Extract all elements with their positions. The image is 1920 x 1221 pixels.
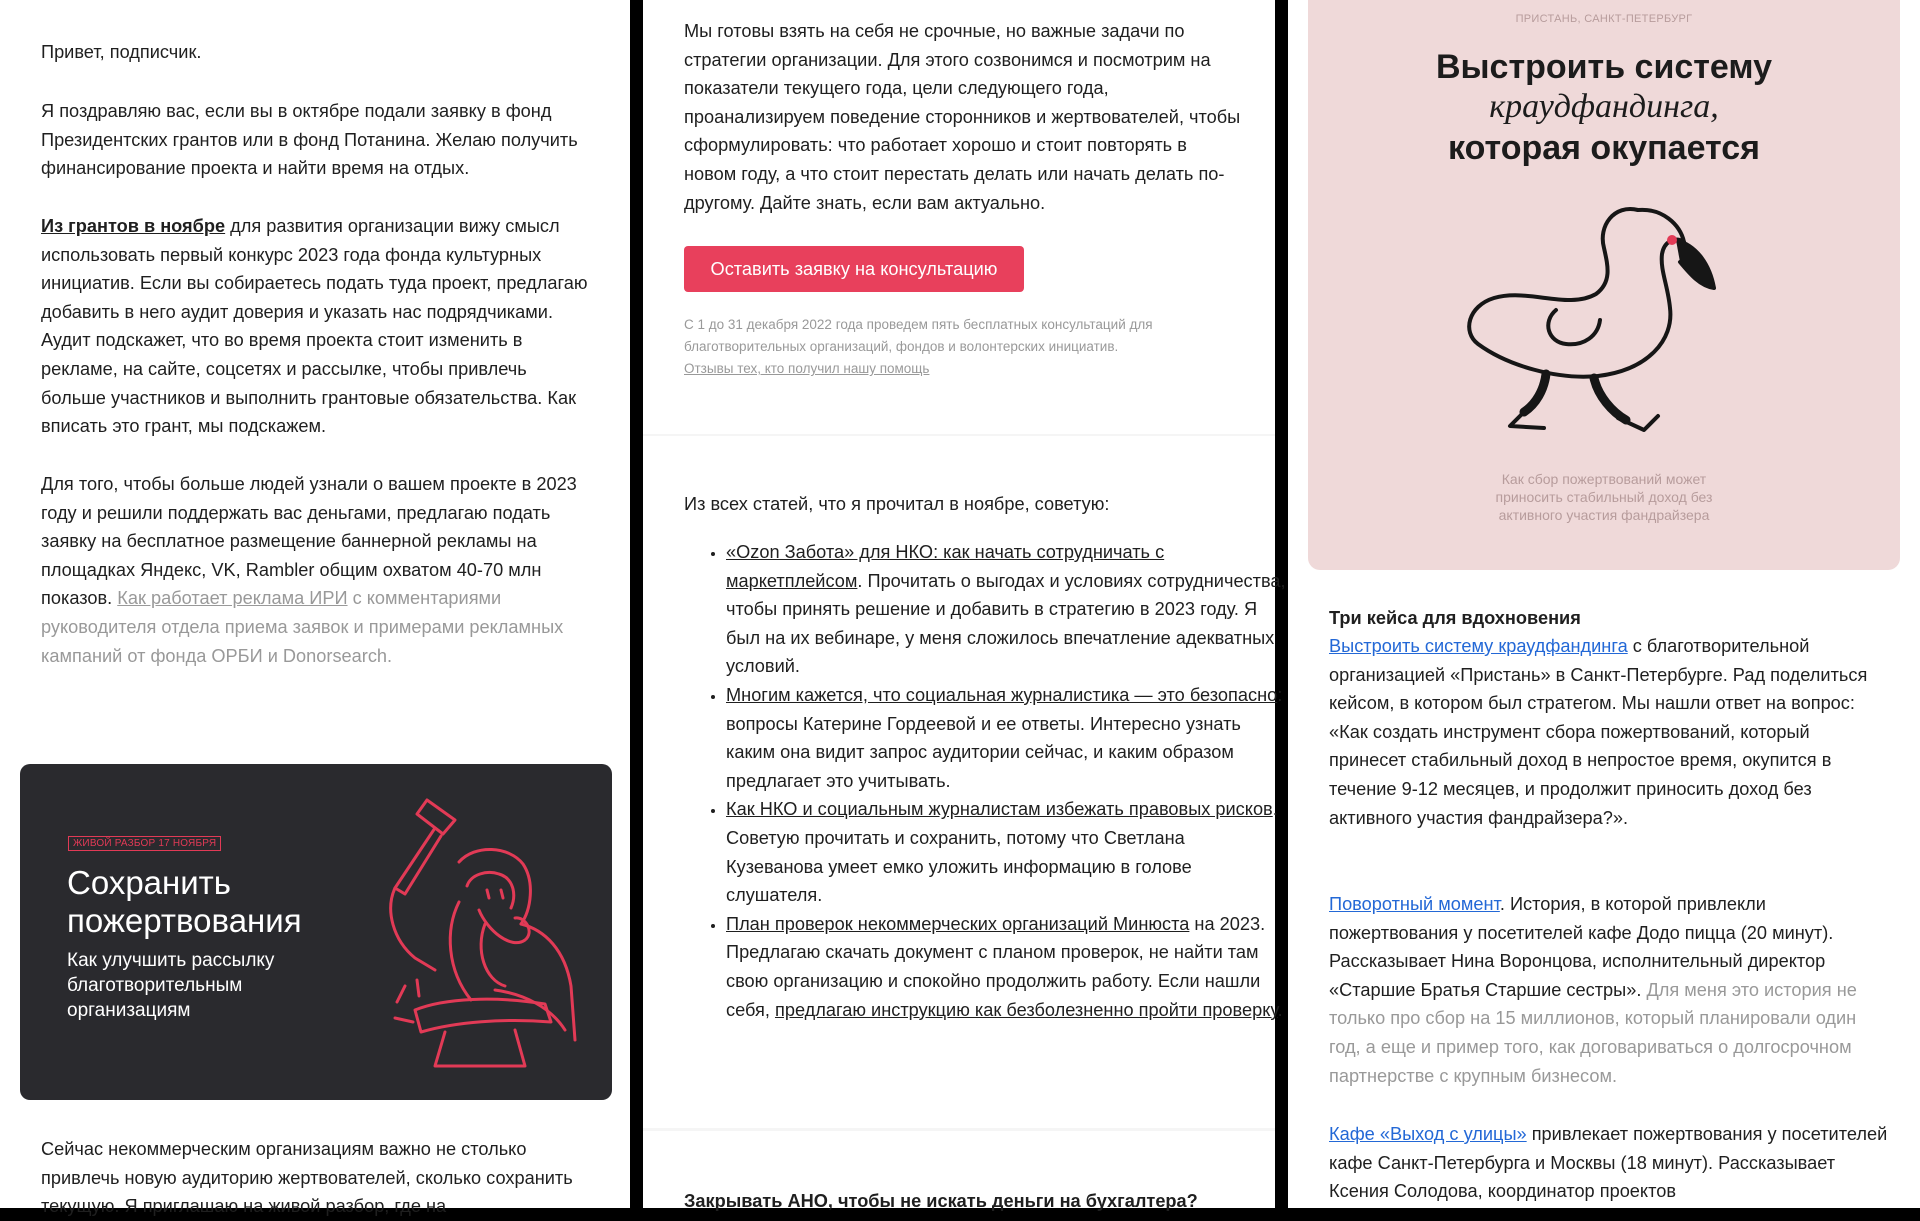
list-item: • План проверок некоммерческих организаций Минюста на 2023. Предлагаю скачать документ с планом проверок, не найти там свою организацию и спокойно продолжить работу. Если нашли себя, предлагаю инструкцию как безболезненно пройти проверку. [726,910,1286,1024]
november-grants-link[interactable]: Из грантов в ноябре [41,216,226,236]
reviews-link[interactable]: Отзывы тех, кто получил нашу помощь [684,361,930,376]
street-cafe-link[interactable]: Кафе «Выход с улицы» [1329,1124,1527,1144]
email-column-2 [643,0,1286,1211]
case-cover-banner[interactable] [1308,0,1900,570]
email-column-3 [1288,0,1920,1208]
inspection-guide-link[interactable]: предлагаю инструкцию как безболезненно пройти проверку [774,999,1278,1020]
consultation-request-button[interactable]: Оставить заявку на консультацию [684,246,1024,292]
case-street-cafe: Кафе «Выход с улицы» привлекает пожертвования у посетителей кафе Санкт-Петербурга и Москвы (18 минут). Рассказывает Ксения Солодова, координатор проектов [1329,1124,1888,1202]
paragraph-strategy: Мы готовы взять на себя не срочные, но важные задачи по стратегии организации. Для этого созвонимся и посмотрим на показатели текущего года, цели следующего года, проанализируем поведение сторонников и жертвователей, чтобы сформулировать: что работает хорошо и стоит повторять в новом году, а что стоит перестать делать или начать делать по-другому. Дайте знать, если вам актуально. [684,21,1241,213]
list-item: • Как НКО и социальным журналистам избежать правовых рисков. Советую прочитать и сохранить, потому что Светлана Кузеванова умеет емко уложить информацию в голове слушателя. [726,795,1286,909]
cover-organization: ПРИСТАНЬ, САНКТ-ПЕТЕРБУРГ [1515,13,1693,25]
consultation-section [643,0,1275,434]
turning-point-link[interactable]: Поворотный момент [1329,894,1500,914]
banner-title: Сохранить пожертвования [67,864,302,939]
paragraph-retention: Сейчас некоммерческим организациям важно не столько привлечь новую аудиторию жертвователей, сколько сохранить текущую. Я приглашаю на живой разбор, где на [41,1139,573,1217]
cases-heading: Три кейса для вдохновения [1329,608,1581,628]
consultation-note: С 1 до 31 декабря 2022 года проведем пять бесплатных консультаций для благотворительных организаций, фондов и волонтерских инициатив. Отзывы тех, кто получил нашу помощь [684,317,1153,376]
next-section [643,1131,1275,1211]
greeting: Привет, подписчик. [41,42,202,62]
case-crowdfunding: Выстроить систему краудфандинга с благотворительной организацией «Пристань» в Санкт-Петербурге. Рад поделиться кейсом, в котором был стратегом. Мы нашли ответ на вопрос: «Как создать инструмент сбора пожертвований, который принесет стабильный доход в непростое время, окупится в течение 9-12 месяцев, и продолжит приносить доход без активного участия фандрайзера?». [1329,636,1868,828]
articles-section [643,436,1286,1128]
iri-ads-link[interactable]: Как работает реклама ИРИ [117,588,348,609]
email-column-1 [0,0,630,1217]
blacksmith-illustration [375,790,595,1080]
cover-title-line-3: которая окупается [1448,129,1760,167]
cover-title-line-1: Выстроить систему [1435,48,1773,86]
crowdfunding-case-link[interactable]: Выстроить систему краудфандинга [1329,636,1628,656]
banner-subtitle: Как улучшить рассылку благотворительным организациям [67,950,275,1021]
legal-risks-article-link[interactable]: Как НКО и социальным журналистам избежать правовых рисков [726,799,1273,820]
list-item: • «Ozon Забота» для НКО: как начать сотрудничать с маркетплейсом. Прочитать о выгодах и условиях сотрудничества, чтобы принять решение и добавить в стратегию в 2023 году. Я был на их вебинаре, у меня сложилось впечатление адекватных условий. [726,538,1286,681]
cover-title-line-2: краудфандинга, [1489,88,1719,125]
section-heading: Закрывать АНО, чтобы не искать деньги на бухгалтера? [684,1191,1198,1211]
case-turning-point: Поворотный момент. История, в которой привлекли пожертвования у посетителей кафе Додо пицца (20 минут). Рассказывает Нина Воронцова, исполнительный директор «Старшие Братья Старшие сестры». Для меня это история не только про сбор на 15 миллионов, который планировали один год, а еще и пример того, как договариваться о долгосрочном партнерстве с крупным бизнесом. [1329,894,1857,1086]
inspections-plan-link[interactable]: План проверок некоммерческих организаций Минюста [726,913,1190,934]
articles-intro: Из всех статей, что я прочитал в ноябре, советую: [684,494,1110,514]
journalism-article-link[interactable]: Многим кажется, что социальная журналистика — это безопасно [726,684,1278,705]
ozon-article-link[interactable]: «Ozon Забота» для НКО: как начать сотрудничать с маркетплейсом [726,542,1165,591]
paragraph-banner-ads: Для того, чтобы больше людей узнали о вашем проекте в 2023 году и решили поддержать вас деньгами, предлагаю подать заявку на бесплатное размещение баннерной рекламы на площадках Яндекс, VK, Rambler общим охватом 40-70 млн показов. Как работает реклама ИРИ с комментариями руководителя отдела приема заявок и примерами рекламных кампаний от фонда ОРБИ и Donorsearch. [41,474,577,666]
cover-description: Как сбор пожертвований может приносить стабильный доход без активного участия фандрайзера [1495,471,1713,523]
list-item: • Многим кажется, что социальная журналистика — это безопасно: вопросы Катерине Гордеевой и ее ответы. Интересно узнать каким она видит запрос аудитории сейчас, и каким образом предлагает это учитывать. [726,681,1286,795]
event-date-badge: ЖИВОЙ РАЗБОР 17 НОЯБРЯ [68,836,221,851]
paragraph-november-grants: Из грантов в ноябре для развития организации вижу смысл использовать первый конкурс 2023 года фонда культурных инициатив. Если вы собираетесь подать туда проект, предлагаю добавить в него аудит доверия и указать нас подрядчиками. Аудит подскажет, что во время проекта стоит изменить в рекламе, на сайте, соцсетях и рассылке, чтобы привлечь больше участников и выполнить грантовые обязательства. Как вписать это грант, мы подскажем. [41,216,588,437]
live-review-banner[interactable] [20,764,612,1100]
paragraph-grants: Я поздравляю вас, если вы в октябре подали заявку в фонд Президентских грантов или в фонд Потанина. Желаю получить финансирование проекта и найти время на отдых. [41,101,578,179]
articles-list [684,538,1286,1024]
duckling-illustration [1448,190,1748,440]
